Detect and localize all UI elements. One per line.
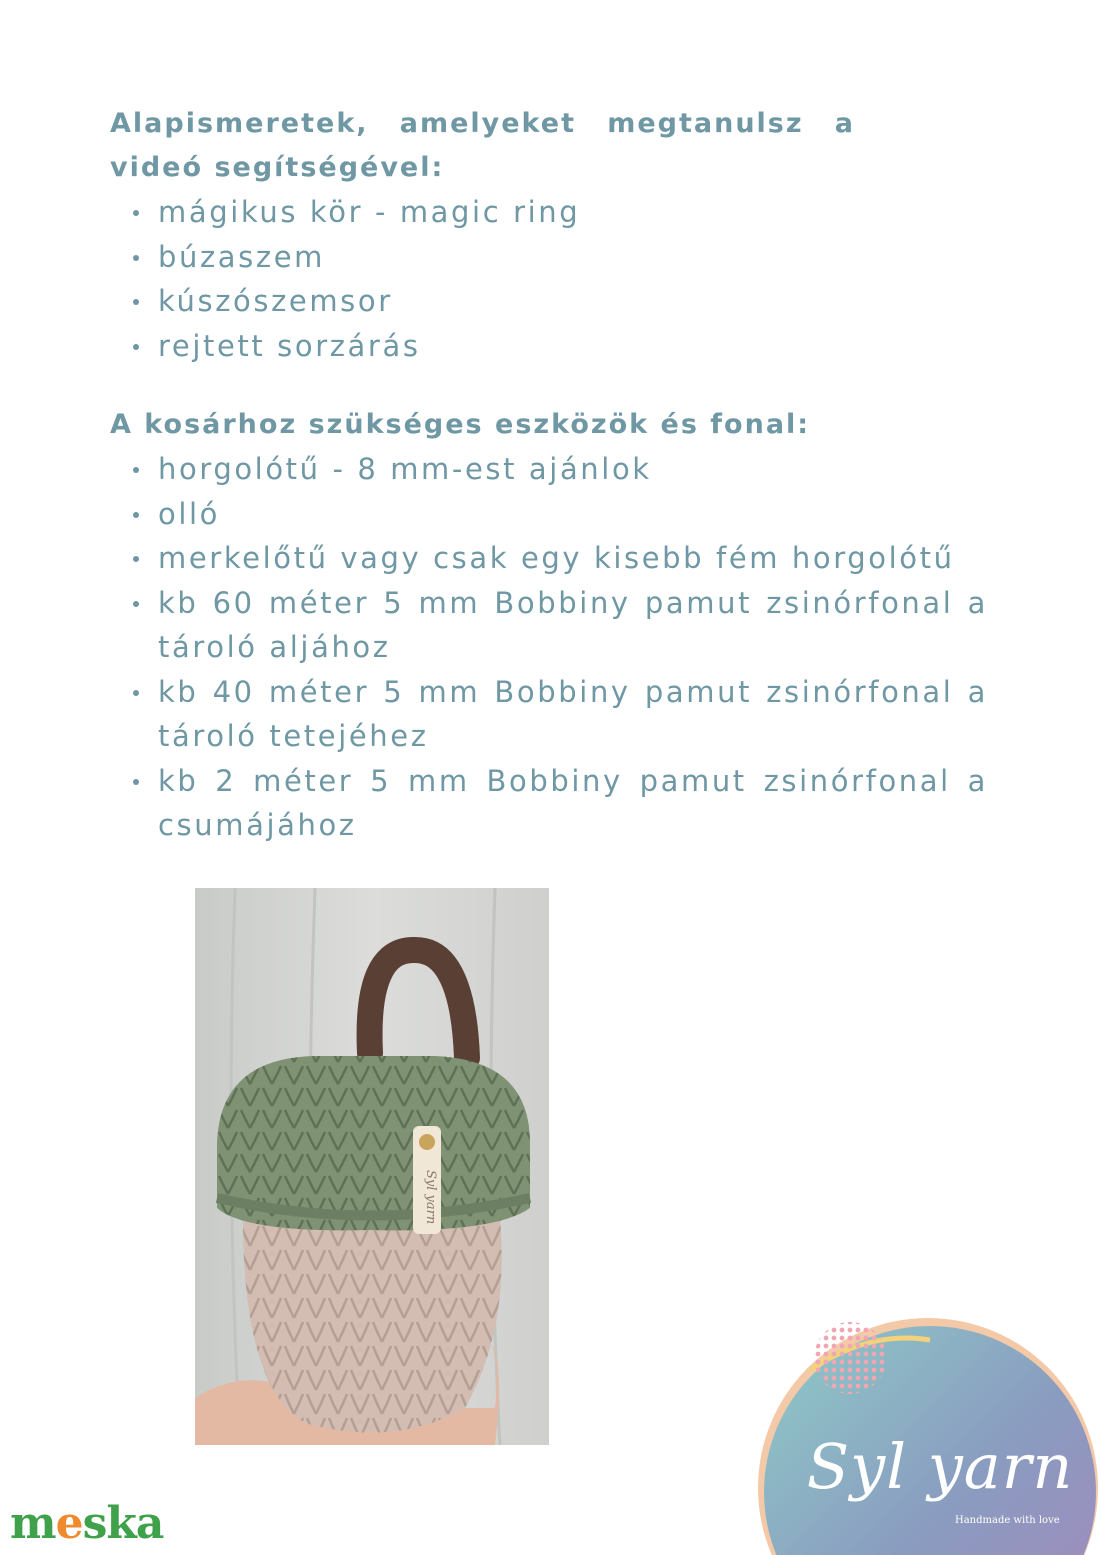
meska-logo: meska [10, 1498, 164, 1549]
list-item: kb 2 méter 5 mm Bobbiny pamut zsinórfonal a csumájához [158, 759, 988, 848]
list-item: kb 40 méter 5 mm Bobbiny pamut zsinórfonal a tároló tetejéhez [158, 670, 988, 759]
list-item: kb 60 méter 5 mm Bobbiny pamut zsinórfonal a tároló aljához [158, 581, 988, 670]
list-item: rejtett sorzárás [158, 324, 988, 369]
basics-list [158, 190, 988, 368]
list-item: horgolótű - 8 mm-est ajánlok [158, 447, 988, 492]
acorn-basket-photo [195, 888, 549, 1445]
tools-list [158, 447, 988, 848]
list-item: merkelőtű vagy csak egy kisebb fém horgolótű [158, 536, 988, 581]
photo-tag-text: Syl yarn [423, 1170, 438, 1225]
list-item: olló [158, 492, 988, 537]
list-item: kúszószemsor [158, 279, 988, 324]
list-item: búzaszem [158, 235, 988, 280]
logo-tagline: Handmade with love [955, 1515, 1060, 1526]
section-heading-tools: A kosárhoz szükséges eszközök és fonal: [110, 409, 811, 440]
logo-name: Syl yarn [806, 1430, 1074, 1503]
section-heading-basics: Alapismeretek, amelyeket megtanulsz a videó segítségével: [110, 108, 855, 183]
syl-yarn-logo [750, 1310, 1100, 1555]
list-item: mágikus kör - magic ring [158, 190, 988, 235]
